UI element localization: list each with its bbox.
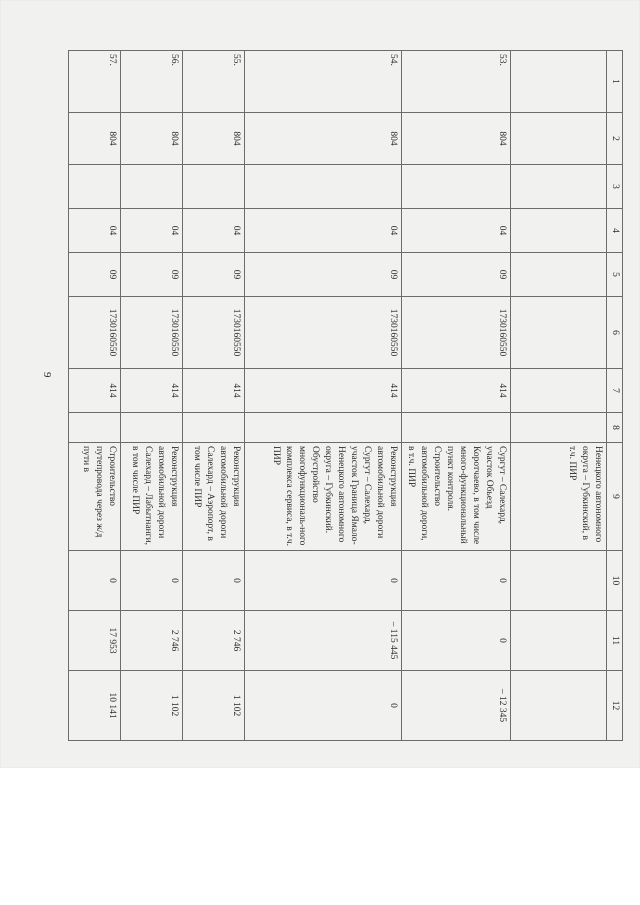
col-header: 2 (607, 113, 623, 165)
cell-col3 (402, 165, 511, 209)
cell-value: 17 953 (69, 611, 121, 671)
cell-col8 (245, 413, 402, 443)
cell-value: 0 (245, 551, 402, 611)
cell-target-article: 1730160550 (183, 297, 245, 369)
cell-expense-type: 414 (69, 369, 121, 413)
col-header: 12 (607, 671, 623, 741)
cell (511, 611, 607, 671)
cell-ministry: 804 (402, 113, 511, 165)
col-header: 6 (607, 297, 623, 369)
cell (511, 413, 607, 443)
cell-expense-type: 414 (183, 369, 245, 413)
cell-value: 10 141 (69, 671, 121, 741)
cell-col3 (69, 165, 121, 209)
blank-area (0, 768, 640, 905)
col-header: 10 (607, 551, 623, 611)
cell-row-number: 55. (183, 51, 245, 113)
cell (511, 209, 607, 253)
cell-expense-type: 414 (121, 369, 183, 413)
col-header: 7 (607, 369, 623, 413)
table-row (183, 51, 245, 741)
cell-ministry: 804 (69, 113, 121, 165)
cell (511, 113, 607, 165)
col-header: 8 (607, 413, 623, 443)
cell-col3 (183, 165, 245, 209)
rotated-table-wrapper (68, 50, 623, 741)
cell-col8 (183, 413, 245, 443)
cell-value: – 115 445 (245, 611, 402, 671)
page-number: 9 (41, 372, 53, 378)
header-row (607, 51, 623, 741)
cell-expense-type: 414 (402, 369, 511, 413)
cell-description: Реконструкция автомобильной дороги Сургут – Салехард, участок Граница Ямало-Ненецкого автономного округа – Губкинский. Обустройство многофункциональ-ного комплекса сервиса, в т.ч. ПИР (245, 443, 402, 551)
cell-row-number: 54. (245, 51, 402, 113)
col-header: 1 (607, 51, 623, 113)
cell-description: Реконструкция автомобильной дороги Салехард – Лабытнанги, в том числе ПИР (121, 443, 183, 551)
cell-value: 0 (245, 671, 402, 741)
cell (511, 551, 607, 611)
cell-description: Ненецкого автономного округа – Губкинский, в т.ч. ПИР (511, 443, 607, 551)
cell (511, 671, 607, 741)
col-header: 9 (607, 443, 623, 551)
cell-target-article: 1730160550 (69, 297, 121, 369)
cell-section: 04 (402, 209, 511, 253)
col-header: 5 (607, 253, 623, 297)
col-header: 11 (607, 611, 623, 671)
cell-ministry: 804 (183, 113, 245, 165)
cell-expense-type: 414 (245, 369, 402, 413)
cell-row-number: 56. (121, 51, 183, 113)
table-row (402, 51, 511, 741)
cell-value: 0 (69, 551, 121, 611)
cell (511, 297, 607, 369)
cell-value: 0 (402, 551, 511, 611)
table-row (245, 51, 402, 741)
cell-subsection: 09 (69, 253, 121, 297)
cell-value: 2 746 (183, 611, 245, 671)
cell-row-number: 57. (69, 51, 121, 113)
cell (511, 165, 607, 209)
cell-value: 2 746 (121, 611, 183, 671)
cell-section: 04 (183, 209, 245, 253)
cell-ministry: 804 (245, 113, 402, 165)
cell-description: Сургут – Салехард, участок Обьезд Коротчаево, в том числе много-функциональный пункт контроля. Строительство автомобильной дороги, в т.ч. ПИР (402, 443, 511, 551)
cell-subsection: 09 (402, 253, 511, 297)
cell-col3 (245, 165, 402, 209)
cell-subsection: 09 (245, 253, 402, 297)
cell-section: 04 (69, 209, 121, 253)
col-header: 3 (607, 165, 623, 209)
cell-col8 (69, 413, 121, 443)
cell-target-article: 1730160550 (245, 297, 402, 369)
cell (511, 51, 607, 113)
cell-section: 04 (121, 209, 183, 253)
cell-row-number: 53. (402, 51, 511, 113)
cell (511, 369, 607, 413)
table-row-carryover (511, 51, 607, 741)
cell-value: 1 102 (121, 671, 183, 741)
cell-col8 (121, 413, 183, 443)
cell-ministry: 804 (121, 113, 183, 165)
cell-target-article: 1730160550 (121, 297, 183, 369)
cell (511, 253, 607, 297)
cell-value: – 12 345 (402, 671, 511, 741)
cell-subsection: 09 (121, 253, 183, 297)
cell-target-article: 1730160550 (402, 297, 511, 369)
cell-subsection: 09 (183, 253, 245, 297)
cell-description: Строительство путепровода через ж/д пути в (69, 443, 121, 551)
cell-description: Реконструкция автомобильной дороги Салехард – Аэропорт, в том числе ПИР (183, 443, 245, 551)
cell-value: 0 (121, 551, 183, 611)
cell-col8 (402, 413, 511, 443)
cell-value: 1 102 (183, 671, 245, 741)
table-row (121, 51, 183, 741)
col-header: 4 (607, 209, 623, 253)
table-row (69, 51, 121, 741)
cell-section: 04 (245, 209, 402, 253)
cell-value: 0 (183, 551, 245, 611)
budget-table (68, 50, 623, 741)
cell-value: 0 (402, 611, 511, 671)
cell-col3 (121, 165, 183, 209)
